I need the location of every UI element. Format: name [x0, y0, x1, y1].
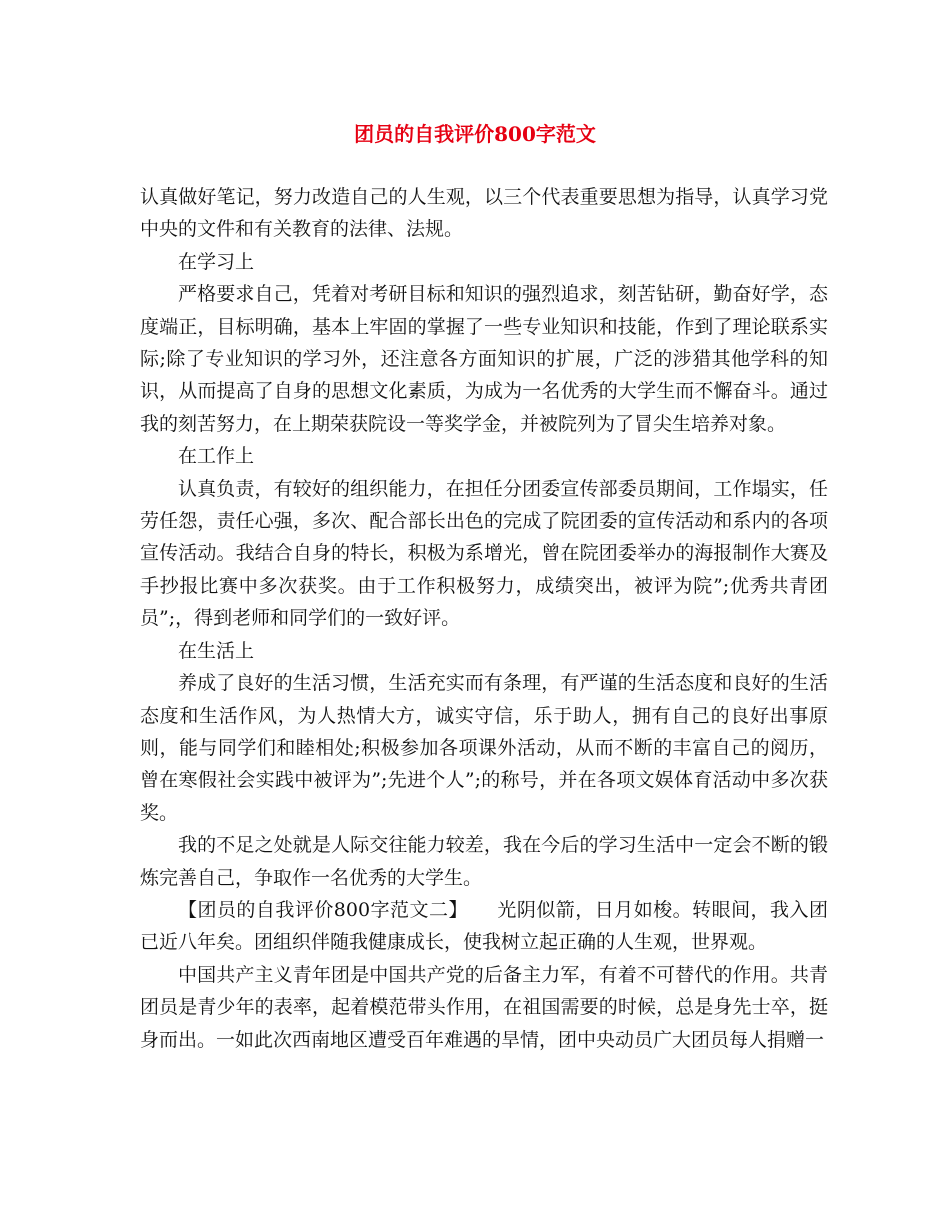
paragraph: 严格要求自己，凭着对考研目标和知识的强烈追求，刻苦钻研，勤奋好学，态度端正，目标明确，基本上牢固的掌握了一些专业知识和技能，作到了理论联系实际;除了专业知识的学习外，还注意各方面知识的扩展，广泛的涉猎其他学科的知识，从而提高了自身的思想文化素质，为成为一名优秀的大学生而不懈奋斗。通过我的刻苦努力，在上期荣获院设一等奖学金，并被院列为了冒尖生培养对象。 — [140, 283, 828, 435]
paragraph: 我的不足之处就是人际交往能力较差，我在今后的学习生活中一定会不断的锻炼完善自己，争取作一名优秀的大学生。 — [140, 834, 828, 889]
paragraph: 认真负责，有较好的组织能力，在担任分团委宣传部委员期间，工作塌实，任劳任怨，责任心强，多次、配合部长出色的完成了院团委的宣传活动和系内的各项宣传活动。我结合自身的特长，积极为系增光，曾在院团委举办的海报制作大赛及手抄报比赛中多次获奖。由于工作积极努力，成绩突出，被评为院”;优秀共青团员”;，得到老师和同学们的一致好评。 — [140, 477, 828, 630]
paragraph: 在生活上 — [178, 639, 255, 662]
paragraph: 在学习上 — [178, 250, 255, 273]
paragraph: 中国共产主义青年团是中国共产党的后备主力军，有着不可替代的作用。共青团员是青少年的表率，起着模范带头作用，在祖国需要的时候，总是身先士卒，挺身而出。一如此次西南地区遭受百年难遇的旱情，团中央动员广大团员每人捐赠一 — [140, 963, 828, 1051]
paragraph: 认真做好笔记，努力改造自己的人生观，以三个代表重要思想为指导，认真学习党中央的文件和有关教育的法律、法规。 — [140, 186, 828, 241]
document-body — [140, 181, 828, 1056]
document-title: 团员的自我评价800字范文 — [354, 122, 596, 146]
paragraph: 【团员的自我评价800字范文二】 光阴似箭，日月如梭。转眼间，我入团已近八年矣。团组织伴随我健康成长，使我树立起正确的人生观，世界观。 — [140, 898, 828, 954]
paragraph: 养成了良好的生活习惯，生活充实而有条理，有严谨的生活态度和良好的生活态度和生活作风，为人热情大方，诚实守信，乐于助人，拥有自己的良好出事原则，能与同学们和睦相处;积极参加各项课外活动，从而不断的丰富自己的阅历，曾在寒假社会实践中被评为”;先进个人”;的称号，并在各项文娱体育活动中多次获奖。 — [140, 672, 828, 824]
paragraph: 在工作上 — [178, 445, 255, 468]
